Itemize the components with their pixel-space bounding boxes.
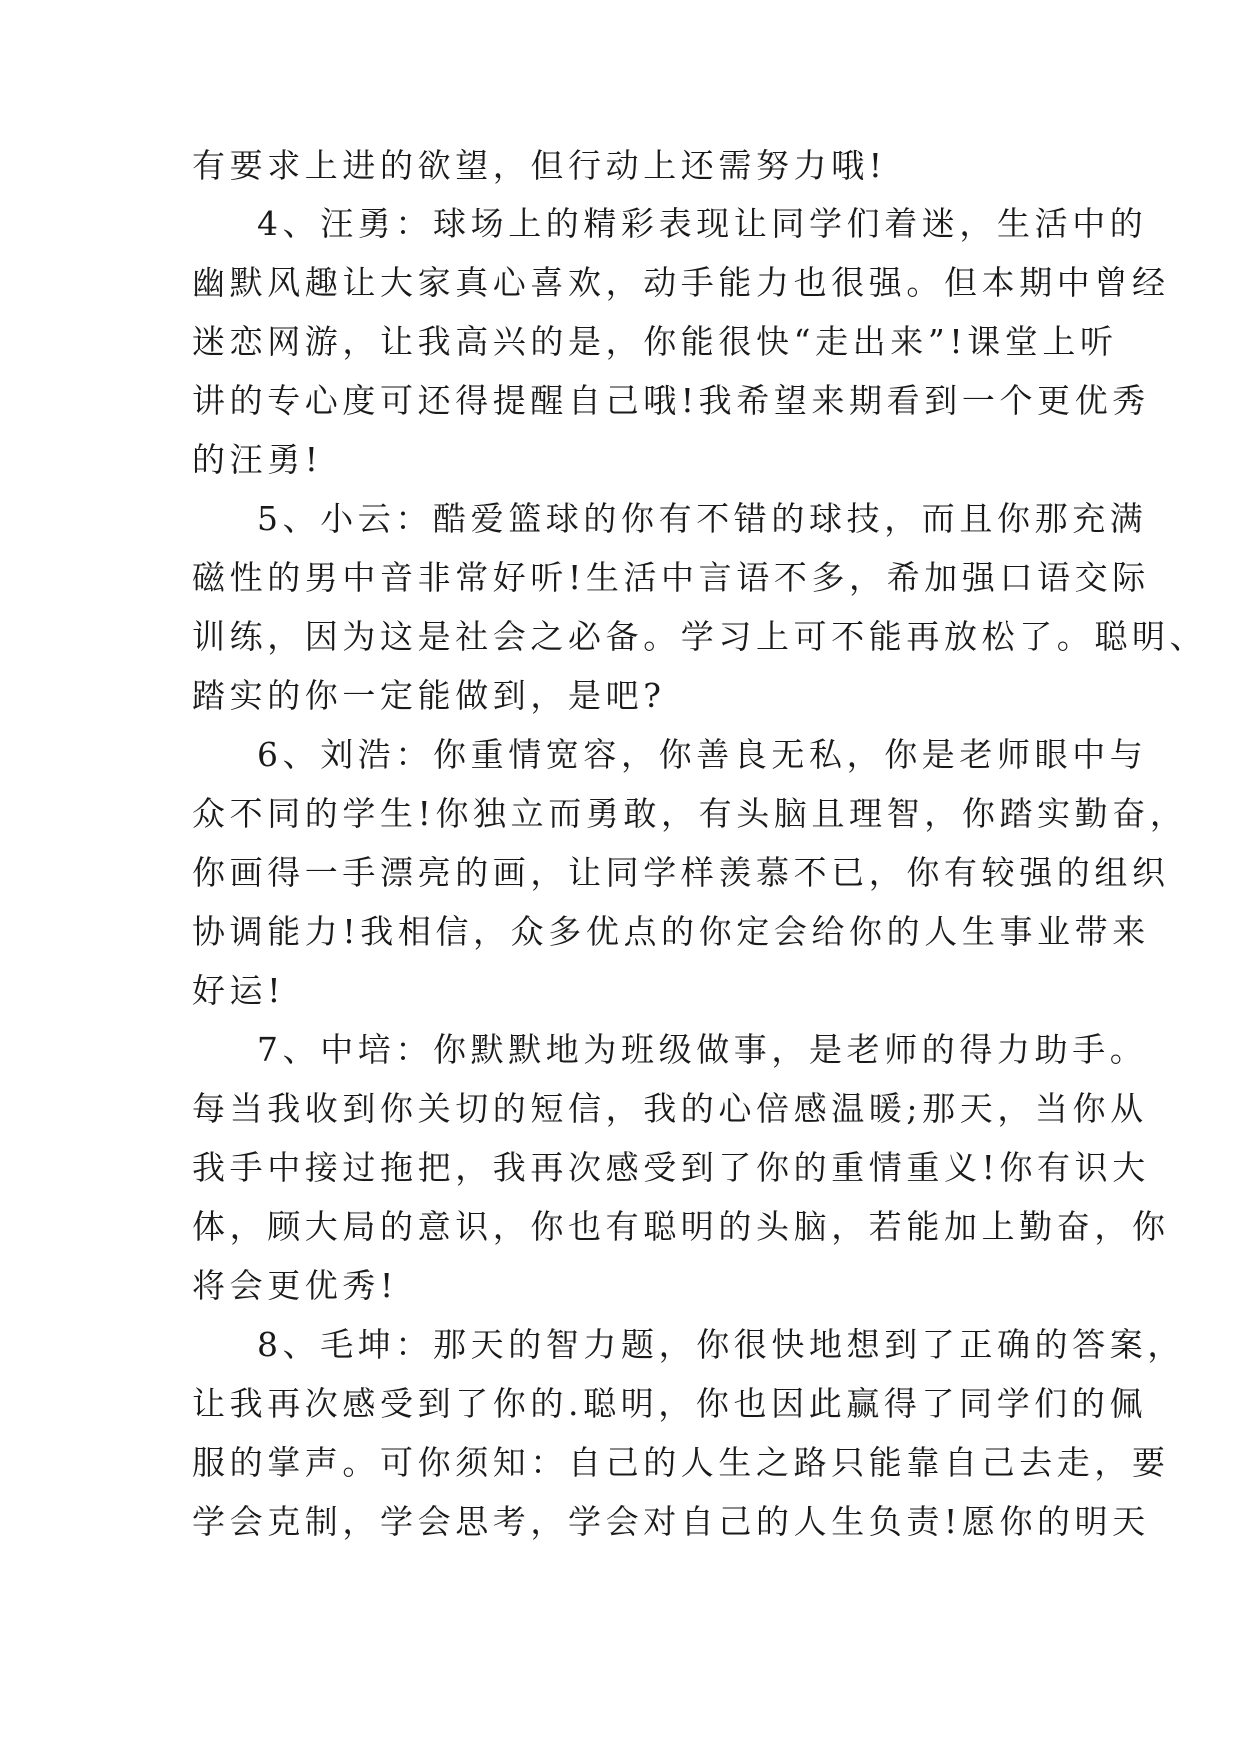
text-line: 让我再次感受到了你的.聪明，你也因此赢得了同学们的佩 [192,1384,1148,1423]
text-line: 服的掌声。可你须知：自己的人生之路只能靠自己去走，要 [192,1443,1170,1482]
text-line: 你画得一手漂亮的画，让同学样羡慕不已，你有较强的组织 [192,853,1170,892]
text-line: 7、中培：你默默地为班级做事，是老师的得力助手。 [257,1030,1148,1069]
text-line: 讲的专心度可还得提醒自己哦!我希望来期看到一个更优秀 [192,381,1150,420]
text-line: 我手中接过拖把，我再次感受到了你的重情重义!你有识大 [192,1148,1150,1187]
text-line: 踏实的你一定能做到，是吧? [192,676,666,715]
text-line: 众不同的学生!你独立而勇敢，有头脑且理智，你踏实勤奋， [192,794,1188,833]
text-line: 有要求上进的欲望，但行动上还需努力哦! [192,146,887,185]
text-line: 迷恋网游，让我高兴的是，你能很快“走出来”!课堂上听 [192,322,1118,361]
text-line: 5、小云：酷爱篮球的你有不错的球技，而且你那充满 [257,499,1148,538]
text-line: 将会更优秀! [192,1266,398,1305]
text-line: 磁性的男中音非常好听!生活中言语不多，希加强口语交际 [192,558,1150,597]
text-line: 体，顾大局的意识，你也有聪明的头脑，若能加上勤奋，你 [192,1207,1170,1246]
text-line: 6、刘浩：你重情宽容，你善良无私，你是老师眼中与 [257,735,1148,774]
text-line: 的汪勇! [192,440,323,479]
text-line: 训练，因为这是社会之必备。学习上可不能再放松了。聪明、 [192,617,1208,656]
text-line: 每当我收到你关切的短信，我的心倍感温暖;那天，当你从 [192,1089,1148,1128]
text-line: 好运! [192,971,286,1010]
text-line: 4、汪勇：球场上的精彩表现让同学们着迷，生活中的 [257,204,1148,243]
text-line: 8、毛坤：那天的智力题，你很快地想到了正确的答案， [257,1325,1185,1364]
text-line: 学会克制，学会思考，学会对自己的人生负责!愿你的明天 [192,1502,1150,1541]
text-line: 协调能力!我相信，众多优点的你定会给你的人生事业带来 [192,912,1150,951]
text-line: 幽默风趣让大家真心喜欢，动手能力也很强。但本期中曾经 [192,263,1170,302]
